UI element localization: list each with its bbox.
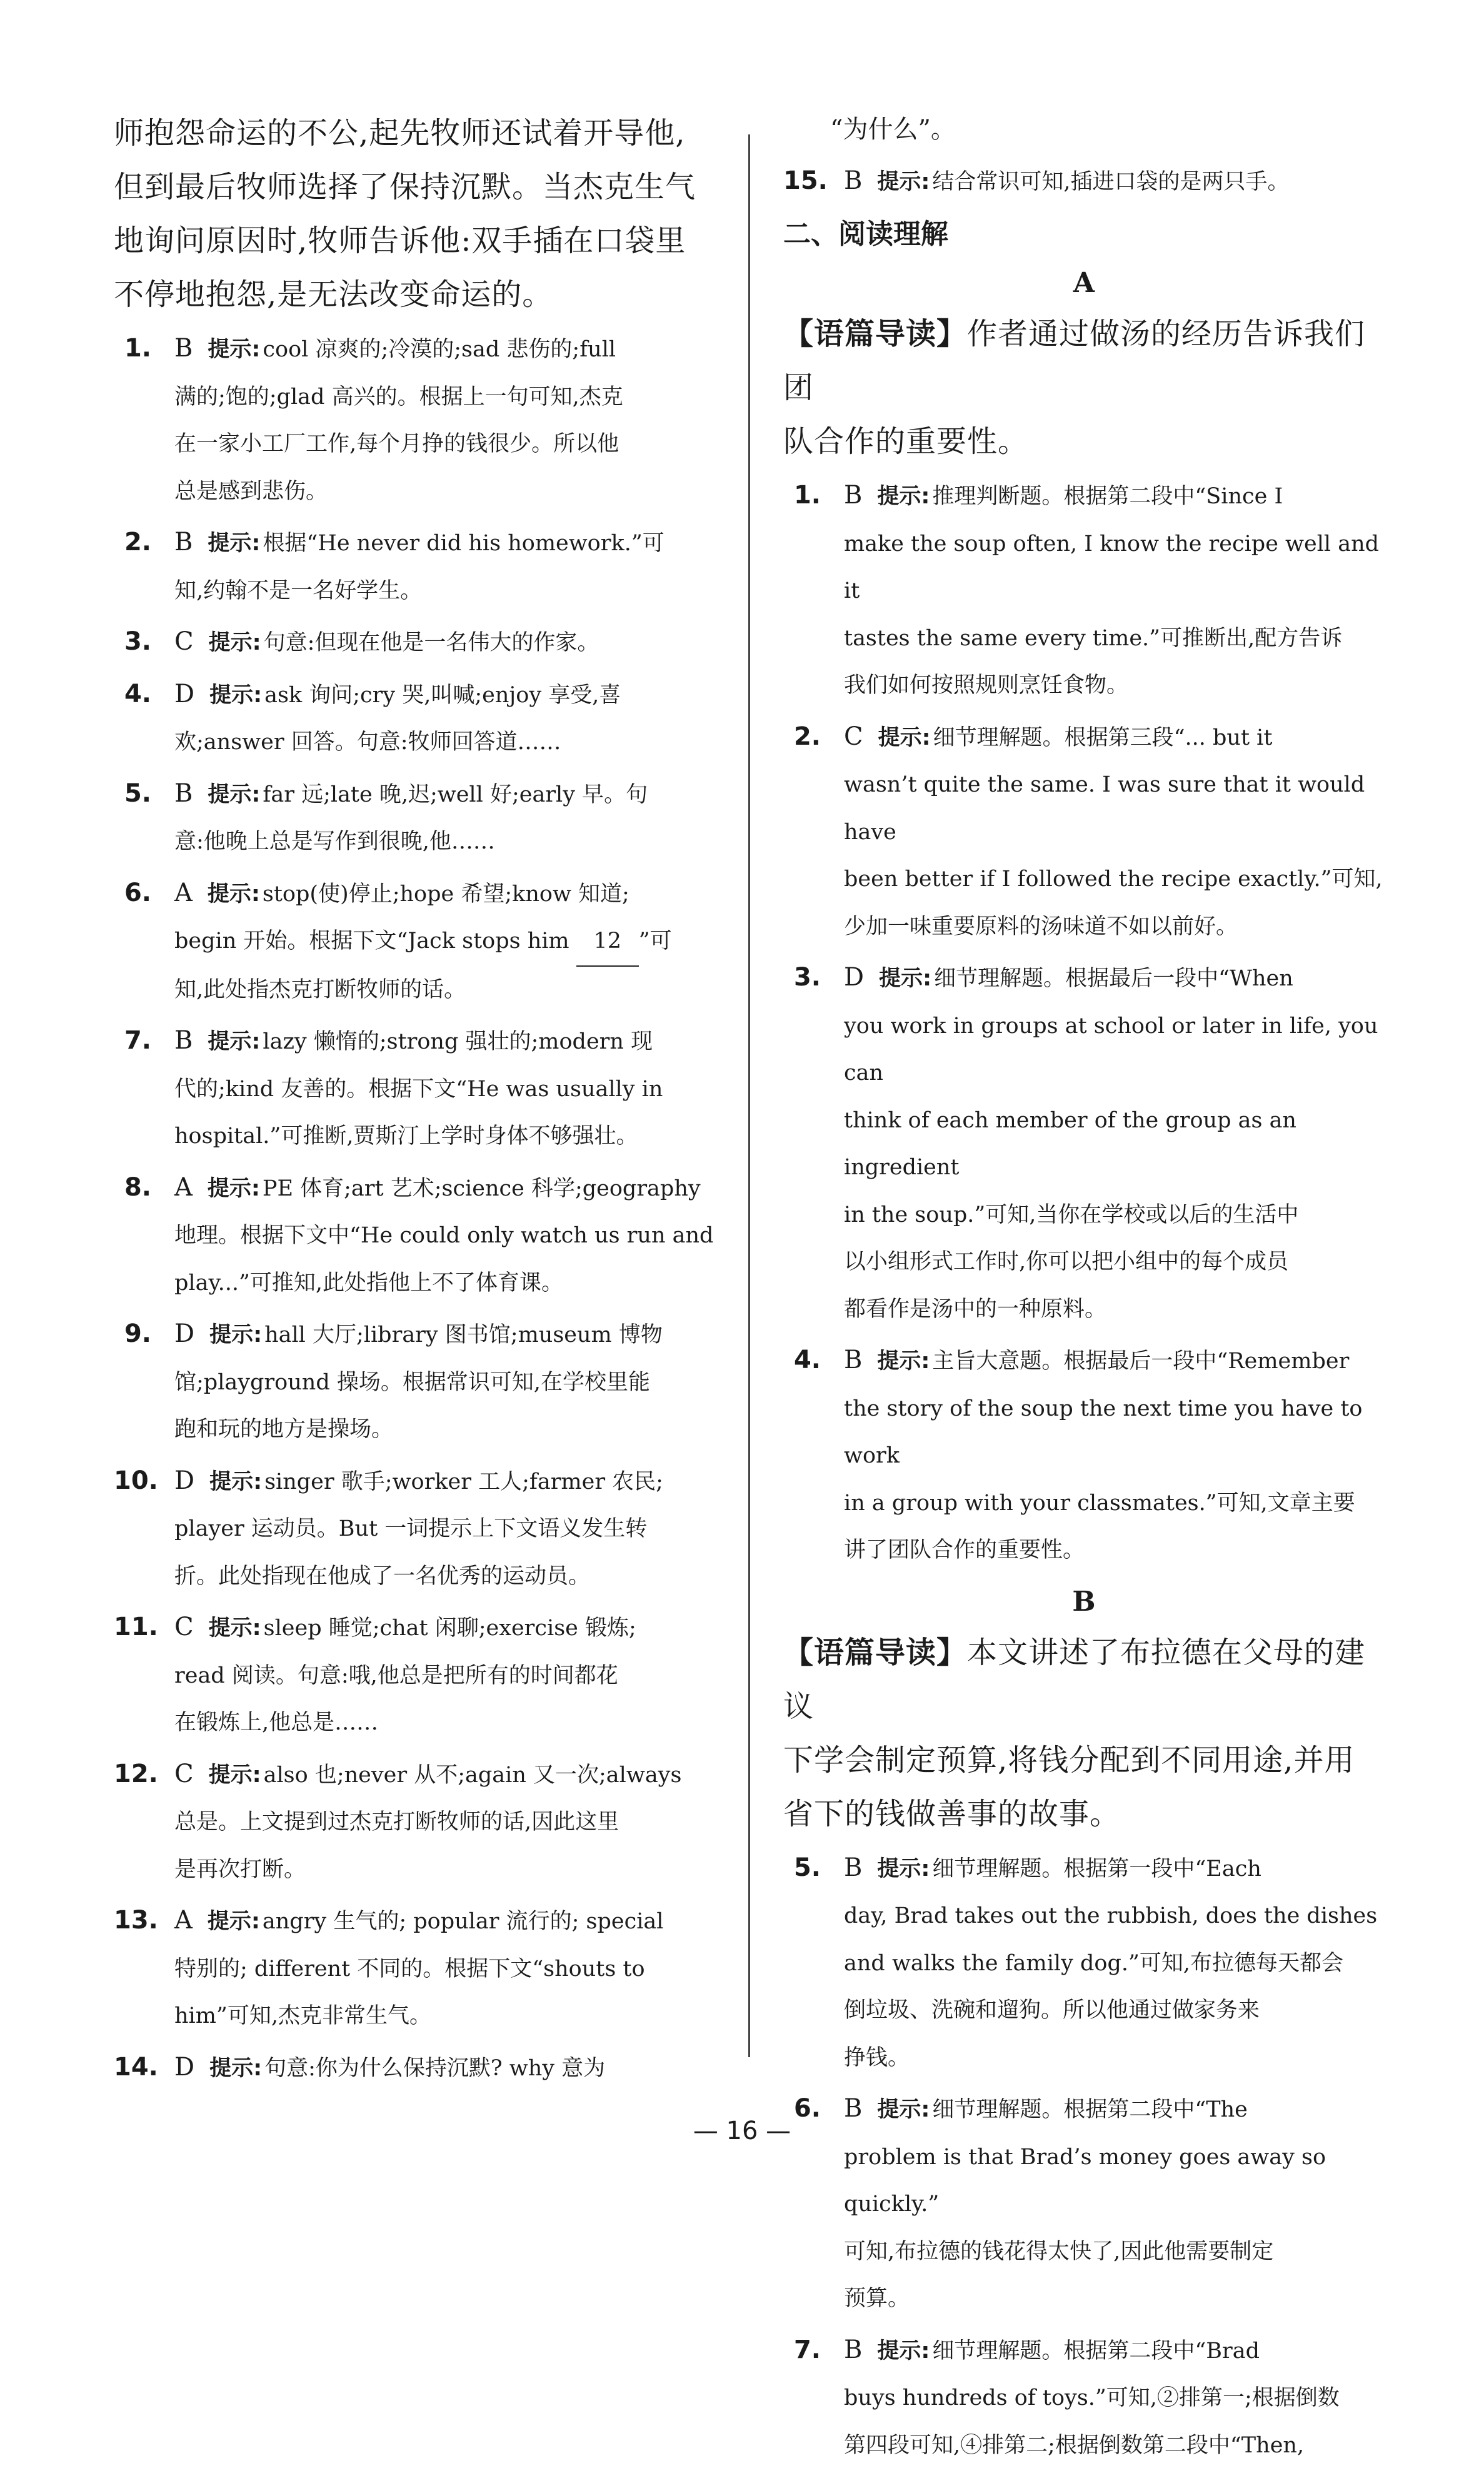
answer-choice: C — [174, 627, 194, 656]
part-b-label: B — [1072, 1585, 1096, 1618]
answer-choice: B — [844, 1346, 863, 1374]
hint-text: and walks the family dog.”可知,布拉德每天都会 — [844, 1950, 1344, 1976]
hint-line — [174, 967, 714, 1014]
intro-line: 不停地抱怨,是无法改变命运的。 — [114, 277, 553, 312]
hint-text: 在一家小工厂工作,每个月挣的钱很少。所以他 — [174, 431, 619, 456]
hint-line — [844, 2422, 1385, 2470]
hint-line — [174, 818, 714, 866]
hint-text: in the soup.”可知,当你在学校或以后的生活中 — [844, 1202, 1299, 1227]
item-number: 5. — [124, 778, 151, 808]
hint-text: 欢;answer 回答。句意:牧师回答道…… — [174, 730, 561, 755]
item-number: 10. — [114, 1466, 158, 1495]
hint-text: 少加一味重要原料的汤味道不如以前好。 — [844, 914, 1238, 939]
hint-text: 句意:你为什么保持沉默? why 意为 — [264, 2055, 606, 2081]
item-number: 6. — [124, 878, 151, 907]
hint-label: 提示: — [208, 531, 261, 556]
answer-item — [114, 325, 714, 515]
hint-line — [844, 1987, 1385, 2035]
hint-text: lazy 懒惰的;strong 强壮的;modern 现 — [263, 1029, 653, 1054]
hint-text: 地理。根据下文中“He could only watch us run and — [174, 1223, 714, 1248]
hint-text: 可知,布拉德的钱花得太快了,因此他需要制定 — [844, 2239, 1274, 2264]
hint-line — [844, 2229, 1385, 2276]
answer-line — [174, 1017, 714, 1066]
hint-line — [844, 1003, 1385, 1097]
hint-text: 倒垃圾、洗碗和遛狗。所以他通过做家务来 — [844, 1998, 1260, 2023]
hint-text: 是再次打断。 — [174, 1856, 306, 1882]
hint-line — [174, 1066, 714, 1114]
answer-line — [174, 870, 714, 919]
hint-line — [174, 1700, 714, 1747]
hint-text: 细节理解题。根据第一段中“Each — [932, 1856, 1261, 1881]
hint-text: angry 生气的; popular 流行的; special — [262, 1909, 664, 1934]
hint-label: 提示: — [207, 1909, 260, 1934]
hint-line — [844, 2275, 1385, 2323]
hint-text: 细节理解题。根据第二段中“Brad — [932, 2338, 1260, 2364]
item-number: 5. — [793, 1853, 821, 1882]
hint-text: 跑和玩的地方是操场。 — [174, 1417, 394, 1442]
answer-line — [174, 1458, 714, 1506]
hint-line — [844, 856, 1385, 904]
hint-text: 主旨大意题。根据最后一段中“Remember — [932, 1349, 1350, 1374]
item-number: 14. — [114, 2052, 158, 2082]
answer-choice: D — [174, 2052, 195, 2082]
answer-choice: A — [174, 1172, 193, 1202]
hint-line — [174, 421, 714, 468]
hint-text: 我们如何按照规则烹饪食物。 — [844, 673, 1129, 698]
answer-line — [844, 954, 1385, 1003]
hint-text: PE 体育;art 艺术;science 科学;geography — [262, 1176, 701, 1201]
guide-line: 省下的钱做善事的故事。 — [783, 1796, 1121, 1831]
answer-item — [783, 472, 1385, 710]
item-number: 15. — [783, 166, 828, 195]
answer-item — [114, 1751, 714, 1894]
hint-text: 折。此处指现在他成了一名优秀的运动员。 — [174, 1563, 591, 1589]
hint-text: far 远;late 晚,迟;well 好;early 早。句 — [263, 782, 648, 807]
answer-item — [783, 713, 1385, 951]
answer-item — [114, 519, 714, 615]
hint-label: 提示: — [878, 725, 931, 750]
hint-text: hall 大厅;library 图书馆;museum 博物 — [264, 1322, 663, 1347]
hint-label: 提示: — [208, 1762, 261, 1788]
answer-item — [783, 954, 1385, 1333]
answer-list-part-b — [783, 1845, 1385, 2470]
answer-line — [844, 158, 1385, 206]
hint-text: 总是。上文提到过杰克打断牧师的话,因此这里 — [174, 1810, 619, 1835]
answer-item — [114, 2044, 714, 2093]
guide-text: 作者通过做汤的经历告诉我们团 — [783, 316, 1366, 405]
hint-line — [174, 1406, 714, 1454]
hint-text: day, Brad takes out the rubbish, does the dishes — [844, 1903, 1378, 1928]
answer-item — [114, 618, 714, 667]
answer-item — [114, 1017, 714, 1161]
hint-line — [844, 1480, 1385, 1528]
answer-choice: B — [174, 778, 193, 808]
hint-line — [174, 1359, 714, 1407]
item-number: 2. — [793, 722, 821, 751]
hint-label: 提示: — [209, 682, 263, 708]
hint-label: 提示: — [879, 966, 932, 991]
hint-text: ask 询问;cry 哭,叫喊;enjoy 享受,喜 — [264, 682, 621, 708]
answer-item — [783, 1845, 1385, 2082]
answer-choice: D — [174, 1466, 195, 1495]
hint-line — [844, 1286, 1385, 1334]
answer-choice: B — [174, 1026, 193, 1055]
hint-line — [174, 374, 714, 421]
item-number: 1. — [124, 334, 151, 363]
hint-line — [844, 2035, 1385, 2082]
answer-item — [783, 158, 1385, 206]
item-number: 9. — [124, 1319, 151, 1348]
hint-text: player 运动员。But 一词提示上下文语义发生转 — [174, 1516, 648, 1541]
hint-label: 提示: — [208, 782, 261, 807]
hint-text: make the soup often, I know the recipe well and it — [844, 531, 1380, 603]
answer-line — [174, 325, 714, 374]
hint-line — [844, 1527, 1385, 1574]
hint-text: been better if I followed the recipe exactly.”可知, — [844, 867, 1383, 892]
answer-choice: D — [844, 963, 865, 992]
hint-label: 提示: — [208, 337, 261, 362]
answer-choice: A — [174, 1906, 193, 1935]
hint-text: singer 歌手;worker 工人;farmer 农民; — [264, 1469, 663, 1494]
hint-label: 提示: — [877, 1856, 930, 1881]
hint-line — [844, 521, 1385, 615]
guide-line: 下学会制定预算,将钱分配到不同用途,并用 — [783, 1742, 1355, 1778]
answer-line — [844, 472, 1385, 521]
answer-line — [174, 1897, 714, 1946]
left-column — [114, 106, 714, 2096]
answer-line — [844, 713, 1385, 762]
hint-text: 特别的; different 不同的。根据下文“shouts to — [174, 1956, 645, 1982]
hint-line — [174, 1653, 714, 1700]
answer-choice: C — [844, 722, 863, 751]
intro-line: 地询问原因时,牧师告诉他:双手插在口袋里 — [114, 223, 686, 258]
answer-choice: C — [174, 1759, 194, 1788]
hint-text: play...”可推知,此处指他上不了体育课。 — [174, 1270, 563, 1296]
hint-text: begin 开始。根据下文“Jack stops him — [174, 929, 569, 954]
hint-label: 提示: — [208, 630, 261, 655]
intro-paragraph — [114, 106, 714, 321]
hint-line — [844, 615, 1385, 663]
hint-text: read 阅读。句意:哦,他总是把所有的时间都花 — [174, 1663, 618, 1688]
answer-line — [174, 2044, 714, 2093]
column-divider — [748, 134, 750, 2057]
hint-line — [844, 2134, 1385, 2229]
intro-line: 师抱怨命运的不公,起先牧师还试着开导他, — [114, 116, 686, 151]
hint-label: 提示: — [208, 1616, 261, 1641]
hint-text: 第四段可知,④排第二;根据倒数第二段中“Then, — [844, 2432, 1305, 2458]
answer-choice: A — [174, 878, 193, 907]
answer-item — [114, 1311, 714, 1454]
hint-text: you work in groups at school or later in life, you can — [844, 1013, 1378, 1085]
answer-line — [844, 2327, 1385, 2375]
intro-line: 但到最后牧师选择了保持沉默。当杰克生气 — [114, 169, 696, 204]
hint-text: 讲了团队合作的重要性。 — [844, 1538, 1085, 1563]
hint-text: wasn’t quite the same. I was sure that it would have — [844, 772, 1365, 845]
part-b-guide — [783, 1626, 1385, 1841]
hint-label: 提示: — [877, 1349, 930, 1374]
item-number: 7. — [793, 2335, 821, 2364]
item-number: 11. — [114, 1613, 158, 1641]
guide-line — [783, 1626, 1385, 1733]
hint-line — [844, 662, 1385, 710]
hint-label: 提示: — [209, 1469, 263, 1494]
hint-text: 细节理解题。根据第三段“... but it — [933, 725, 1273, 750]
item-number: 12. — [114, 1759, 158, 1788]
answer-choice: B — [174, 334, 193, 363]
hint-line — [174, 1553, 714, 1601]
item-number: 7. — [124, 1026, 151, 1055]
answer-line — [174, 770, 714, 819]
answer-line — [174, 519, 714, 568]
hint-label: 提示: — [877, 484, 930, 509]
item-number: 8. — [124, 1172, 151, 1202]
hint-text: the story of the soup the next time you have to work — [844, 1396, 1363, 1468]
answer-choice: C — [174, 1613, 194, 1641]
item-number: 2. — [124, 528, 151, 557]
hint-line — [844, 2375, 1385, 2422]
answer-item-15 — [783, 158, 1385, 206]
hint-line — [174, 1212, 714, 1260]
hint-line — [174, 1260, 714, 1307]
answer-line — [174, 1604, 714, 1653]
hint-text: 都看作是汤中的一种原料。 — [844, 1296, 1107, 1322]
hint-line — [844, 1192, 1385, 1239]
hint-text: stop(使)停止;hope 希望;know 知道; — [262, 881, 629, 907]
hint-line — [174, 1946, 714, 1993]
part-a-label: A — [1073, 267, 1095, 299]
answer-line — [844, 1845, 1385, 1893]
answer-item — [114, 870, 714, 1014]
hint-label: 提示: — [877, 2338, 930, 2364]
hint-text: think of each member of the group as an ingredient — [844, 1107, 1296, 1180]
item-number: 3. — [793, 963, 821, 992]
hint-line — [174, 568, 714, 615]
answer-line — [844, 1337, 1385, 1386]
hint-text: 总是感到悲伤。 — [174, 478, 328, 504]
hint-label: 提示: — [208, 1029, 261, 1054]
hint-text: in a group with your classmates.”可知,文章主要 — [844, 1490, 1355, 1516]
blank-number: 12 — [576, 918, 639, 967]
answer-line — [174, 1751, 714, 1800]
hint-label: 提示: — [209, 2055, 263, 2081]
hint-text: tastes the same every time.”可推断出,配方告诉 — [844, 625, 1343, 651]
answer-line — [174, 671, 714, 720]
answer-item — [114, 1897, 714, 2040]
item-number: 6. — [793, 2094, 821, 2123]
item-number: 3. — [124, 627, 151, 656]
hint-line — [844, 1097, 1385, 1192]
hint-line — [844, 1239, 1385, 1286]
hint-line — [174, 1113, 714, 1161]
hint-line — [174, 468, 714, 516]
hint-line — [174, 1846, 714, 1894]
answer-item — [114, 1604, 714, 1747]
hint-text: 句意:但现在他是一名伟大的作家。 — [263, 630, 599, 655]
hint-line — [844, 904, 1385, 951]
hint-text: 挣钱。 — [844, 2045, 910, 2070]
hint-text: cool 凉爽的;冷漠的;sad 悲伤的;full — [263, 337, 616, 362]
hint-text: 推理判断题。根据第二段中“Since I — [932, 484, 1283, 509]
blank-suffix: ”可 — [638, 929, 672, 954]
hint-text: problem is that Brad’s money goes away so quickly.” — [844, 2144, 1326, 2217]
hint-label: 提示: — [207, 881, 260, 907]
answer-line — [174, 618, 714, 667]
answer-item — [783, 1337, 1385, 1574]
answer-choice: B — [844, 2094, 863, 2123]
hint-text: 馆;playground 操场。根据常识可知,在学校里能 — [174, 1369, 650, 1395]
part-a-guide — [783, 307, 1385, 468]
hint-text: 满的;饱的;glad 高兴的。根据上一句可知,杰克 — [174, 384, 623, 410]
answer-item — [114, 1164, 714, 1307]
hint-text: sleep 睡觉;chat 闲聊;exercise 锻炼; — [263, 1616, 636, 1641]
hint-line — [174, 1799, 714, 1846]
answer-item — [114, 770, 714, 866]
hint-text: 预算。 — [844, 2286, 910, 2311]
answer-line — [174, 1311, 714, 1359]
answer-choice: D — [174, 679, 195, 708]
answer-choice: B — [174, 528, 193, 557]
item-number: 13. — [114, 1906, 158, 1935]
hint-text: 在锻炼上,他总是…… — [174, 1710, 379, 1735]
hint-text: also 也;never 从不;again 又一次;always — [263, 1762, 682, 1788]
hint-text: 以小组形式工作时,你可以把小组中的每个成员 — [844, 1249, 1289, 1274]
answer-item — [114, 671, 714, 767]
hint-text: hospital.”可推断,贾斯汀上学时身体不够强壮。 — [174, 1124, 638, 1149]
hint-text: 意:他晚上总是写作到很晚,他…… — [174, 829, 495, 854]
item-number: 4. — [793, 1346, 821, 1374]
answer-choice: D — [174, 1319, 195, 1348]
page-number: — 16 — — [693, 2117, 791, 2145]
answer-item — [783, 2327, 1385, 2470]
hint-text: 代的;kind 友善的。根据下文“He was usually in — [174, 1076, 663, 1102]
hint-line — [174, 719, 714, 767]
hint-line — [844, 1940, 1385, 1988]
answer-choice: B — [844, 166, 863, 195]
guide-label: 【语篇导读】 — [783, 316, 968, 351]
hint-line — [844, 1386, 1385, 1480]
hint-line — [174, 1506, 714, 1553]
hint-line — [844, 1893, 1385, 1940]
guide-line: 队合作的重要性。 — [783, 424, 1029, 459]
hint-line — [174, 1993, 714, 2040]
answer-choice: B — [844, 2335, 863, 2364]
section-title: 二、阅读理解 — [783, 218, 948, 250]
answer-list-left — [114, 325, 714, 2092]
hint-text: 结合常识可知,插进口袋的是两只手。 — [932, 169, 1290, 194]
hint-text: 细节理解题。根据最后一段中“When — [934, 966, 1293, 991]
guide-label: 【语篇导读】 — [783, 1634, 968, 1670]
hint-label: 提示: — [877, 2097, 930, 2122]
hint-label: 提示: — [209, 1322, 263, 1347]
hint-text: 根据“He never did his homework.”可 — [263, 531, 664, 556]
hint-line — [844, 762, 1385, 856]
hint-text: 知,约翰不是一名好学生。 — [174, 578, 423, 603]
answer-choice: B — [844, 481, 863, 510]
guide-line — [783, 307, 1385, 415]
answer-item — [114, 1458, 714, 1601]
hint-label: 提示: — [877, 169, 930, 194]
hint-line — [174, 918, 714, 967]
answer-choice: B — [844, 1853, 863, 1882]
continuation-text: “为什么”。 — [830, 115, 956, 144]
item-number: 1. — [793, 481, 821, 510]
hint-text: 知,此处指杰克打断牧师的话。 — [174, 977, 466, 1002]
answer-line — [174, 1164, 714, 1213]
hint-text: buys hundreds of toys.”可知,②排第一;根据倒数 — [844, 2385, 1340, 2410]
answer-list-part-a — [783, 472, 1385, 1574]
hint-label: 提示: — [207, 1176, 260, 1201]
item-number: 4. — [124, 679, 151, 708]
hint-text: him”可知,杰克非常生气。 — [174, 2003, 431, 2028]
hint-text: 细节理解题。根据第二段中“The — [932, 2097, 1248, 2122]
guide-text: 本文讲述了布拉德在父母的建议 — [783, 1634, 1366, 1724]
